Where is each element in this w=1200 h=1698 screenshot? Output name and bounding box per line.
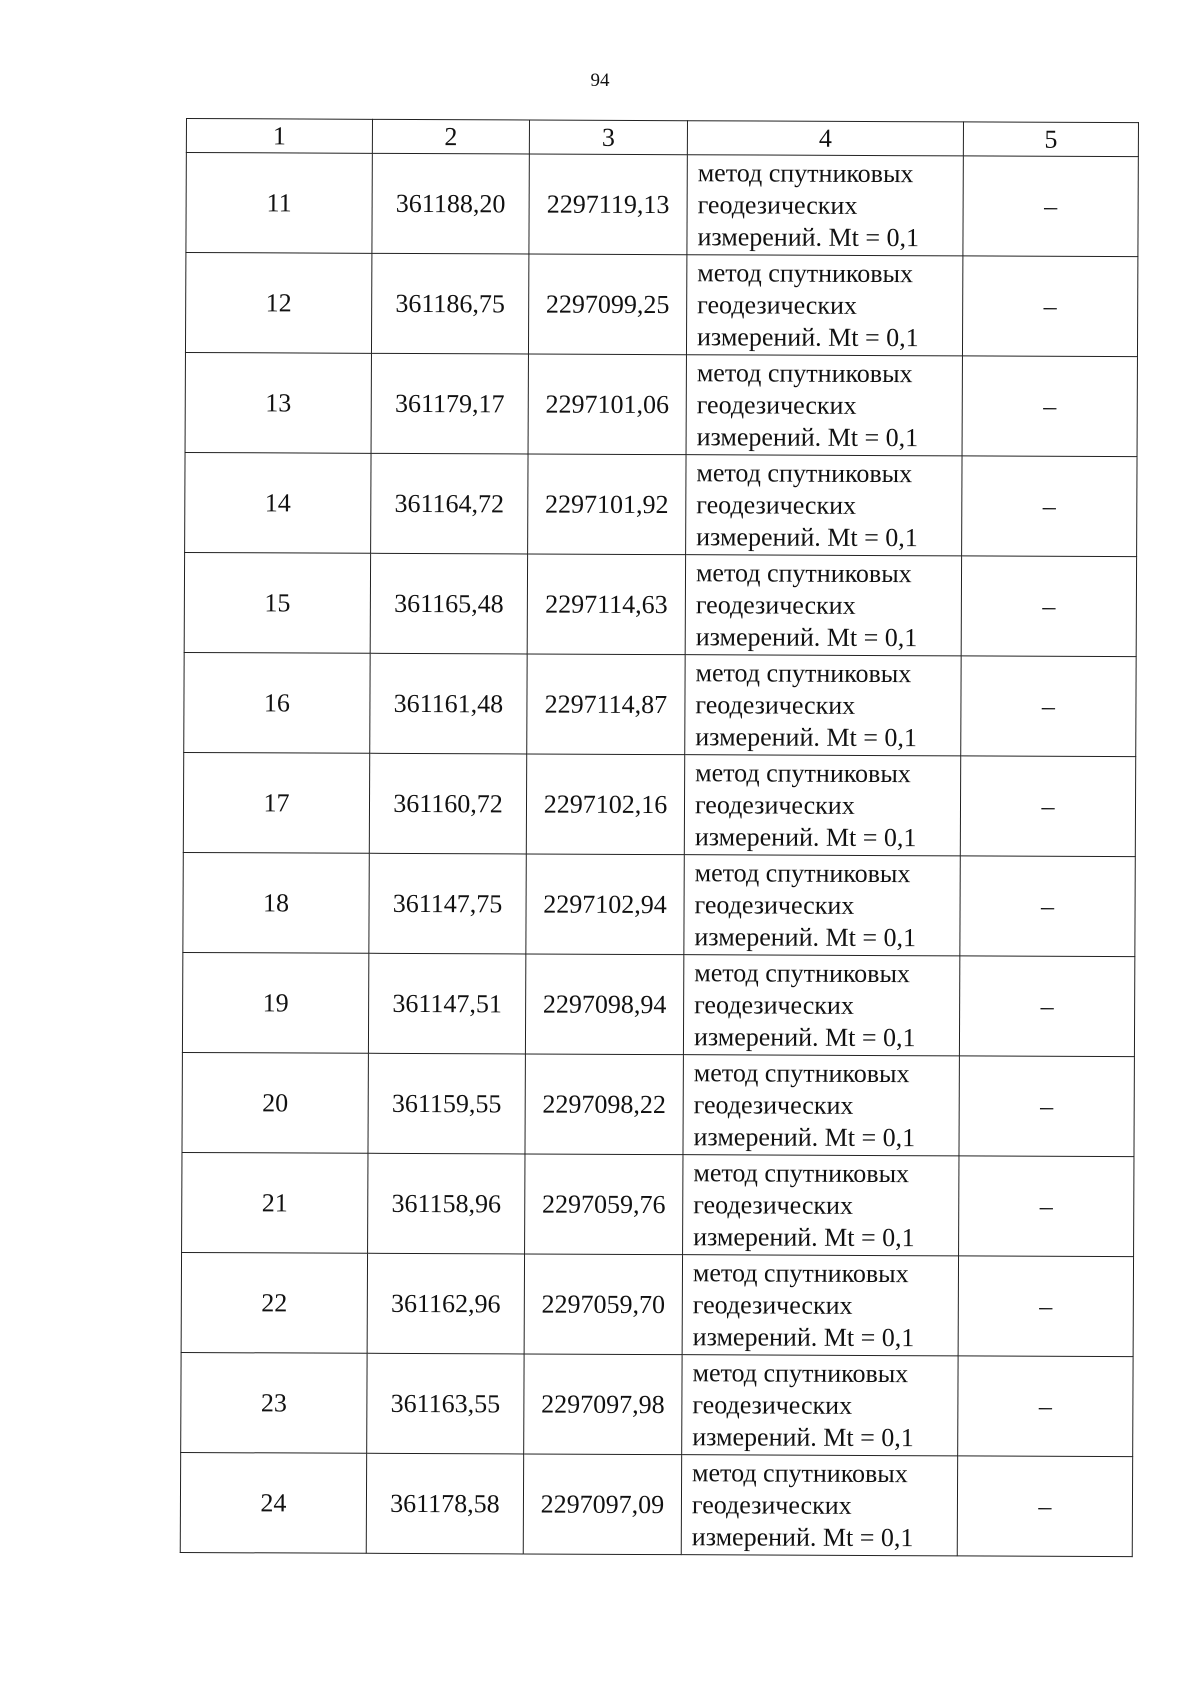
- method-line: измерений. Mt = 0,1: [692, 1321, 915, 1352]
- method-line: измерений. Mt = 0,1: [697, 221, 920, 252]
- table-row: [181, 1252, 1133, 1356]
- table-row: [180, 1452, 1132, 1556]
- point-number: 14: [185, 452, 371, 553]
- note-cell: –: [961, 556, 1136, 657]
- method-line: метод спутниковых: [695, 657, 912, 688]
- table-row: [182, 1152, 1134, 1256]
- coordinate-x: 361179,17: [371, 353, 528, 454]
- coordinate-x: 361164,72: [371, 453, 528, 554]
- method-line: геодезических: [697, 189, 858, 220]
- coordinate-x: 361161,48: [370, 653, 527, 754]
- method-description: [684, 755, 960, 856]
- method-line: метод спутниковых: [696, 357, 913, 388]
- table-row: [185, 452, 1137, 556]
- note-cell: –: [960, 756, 1135, 857]
- note-cell: –: [959, 956, 1134, 1057]
- method-description: [687, 155, 963, 256]
- method-description: [686, 255, 962, 356]
- method-line: метод спутниковых: [693, 1057, 910, 1088]
- point-number: 19: [182, 952, 368, 1053]
- coordinate-x: 361159,55: [368, 1053, 525, 1154]
- coordinate-y: 2297097,09: [523, 1454, 681, 1555]
- coordinate-x: 361186,75: [371, 253, 528, 354]
- method-line: измерений. Mt = 0,1: [695, 721, 917, 752]
- table-row: [182, 1052, 1134, 1156]
- coordinate-y: 2297059,70: [524, 1254, 682, 1355]
- method-line: измерений. Mt = 0,1: [691, 1521, 914, 1552]
- note-cell: –: [961, 656, 1136, 757]
- coordinate-x: 361162,96: [367, 1253, 524, 1354]
- method-line: измерений. Mt = 0,1: [693, 1221, 915, 1252]
- note-cell: –: [960, 856, 1135, 957]
- note-cell: –: [958, 1256, 1133, 1357]
- column-header: 2: [372, 119, 529, 154]
- table-row: [184, 652, 1136, 756]
- method-line: геодезических: [694, 789, 855, 820]
- method-line: геодезических: [693, 1089, 854, 1120]
- coordinate-y: 2297098,22: [525, 1054, 683, 1155]
- method-description: [683, 1055, 959, 1156]
- method-description: [685, 655, 961, 756]
- point-number: 24: [180, 1452, 366, 1553]
- method-description: [681, 1455, 957, 1556]
- note-cell: –: [963, 156, 1138, 257]
- method-line: геодезических: [694, 989, 854, 1020]
- method-line: метод спутниковых: [693, 1157, 910, 1188]
- page-number: 94: [590, 70, 610, 91]
- table-row: [182, 952, 1134, 1056]
- note-cell: –: [958, 1356, 1133, 1457]
- coordinate-y: 2297119,13: [529, 154, 687, 255]
- method-line: измерений. Mt = 0,1: [694, 821, 917, 852]
- method-line: геодезических: [692, 1289, 853, 1320]
- coordinate-y: 2297102,94: [526, 854, 684, 955]
- method-description: [682, 1255, 958, 1356]
- method-line: измерений. Mt = 0,1: [695, 621, 918, 652]
- method-line: метод спутниковых: [692, 1357, 909, 1388]
- coordinate-x: 361165,48: [370, 553, 527, 654]
- method-description: [682, 1355, 958, 1456]
- coordinate-y: 2297101,06: [528, 354, 686, 455]
- method-line: метод спутниковых: [695, 557, 912, 588]
- table-body: [180, 153, 1138, 1557]
- note-cell: –: [962, 256, 1137, 357]
- method-description: [686, 455, 962, 556]
- method-line: измерений. Mt = 0,1: [694, 921, 917, 952]
- column-header: 3: [529, 120, 687, 155]
- note-cell: –: [962, 456, 1137, 557]
- method-description: [683, 1155, 959, 1256]
- method-line: измерений. Mt = 0,1: [692, 1421, 914, 1452]
- note-cell: –: [959, 1156, 1134, 1257]
- table-header-row: [186, 119, 1138, 157]
- coordinate-x: 361147,51: [368, 953, 525, 1054]
- method-line: измерений. Mt = 0,1: [693, 1021, 916, 1052]
- method-line: метод спутниковых: [697, 157, 914, 188]
- coordinate-y: 2297102,16: [526, 754, 684, 855]
- column-header: 5: [963, 122, 1138, 157]
- method-description: [683, 955, 959, 1056]
- note-cell: –: [957, 1456, 1132, 1557]
- coordinate-y: 2297097,98: [524, 1354, 682, 1455]
- method-line: геодезических: [692, 1389, 853, 1420]
- table-row: [186, 153, 1138, 257]
- coordinate-y: 2297099,25: [528, 254, 686, 355]
- method-line: геодезических: [693, 1189, 854, 1220]
- point-number: 16: [184, 652, 370, 753]
- table-row: [185, 253, 1137, 357]
- column-header: 4: [687, 121, 963, 156]
- coordinate-y: 2297059,76: [525, 1154, 683, 1255]
- note-cell: –: [959, 1056, 1134, 1157]
- point-number: 23: [181, 1352, 367, 1453]
- method-line: измерений. Mt = 0,1: [693, 1121, 916, 1152]
- table-row: [183, 752, 1135, 856]
- coordinate-x: 361163,55: [367, 1353, 524, 1454]
- method-line: геодезических: [691, 1489, 852, 1520]
- point-number: 18: [183, 852, 369, 953]
- method-description: [686, 355, 962, 456]
- coordinate-x: 361158,96: [368, 1153, 525, 1254]
- coordinate-y: 2297101,92: [528, 454, 686, 555]
- method-line: геодезических: [695, 689, 856, 720]
- method-line: геодезических: [696, 389, 857, 420]
- point-number: 12: [185, 253, 371, 354]
- coordinate-x: 361160,72: [369, 753, 526, 854]
- note-cell: –: [962, 356, 1137, 457]
- coordinate-y: 2297114,63: [527, 554, 685, 655]
- method-line: геодезических: [694, 889, 855, 920]
- method-line: метод спутниковых: [695, 757, 911, 788]
- method-line: метод спутниковых: [696, 457, 913, 488]
- point-number: 20: [182, 1052, 368, 1153]
- point-number: 17: [183, 752, 369, 853]
- method-line: геодезических: [696, 489, 857, 520]
- table-row: [185, 352, 1137, 456]
- method-line: измерений. Mt = 0,1: [696, 421, 919, 452]
- table-row: [184, 552, 1136, 656]
- method-line: измерений. Mt = 0,1: [696, 321, 919, 352]
- column-header: 1: [186, 119, 372, 154]
- method-description: [685, 555, 961, 656]
- method-line: метод спутниковых: [694, 957, 911, 988]
- coordinates-table: [180, 118, 1139, 1557]
- method-line: метод спутниковых: [692, 1457, 908, 1488]
- coordinate-x: 361188,20: [372, 153, 529, 254]
- method-line: метод спутниковых: [692, 1257, 909, 1288]
- method-line: геодезических: [697, 289, 857, 320]
- method-line: измерений. Mt = 0,1: [696, 521, 918, 552]
- point-number: 15: [184, 552, 370, 653]
- method-line: метод спутниковых: [697, 257, 914, 288]
- coordinate-y: 2297098,94: [525, 954, 683, 1055]
- table-row: [183, 852, 1135, 956]
- method-line: геодезических: [695, 589, 856, 620]
- coordinate-x: 361147,75: [369, 853, 526, 954]
- point-number: 21: [182, 1152, 368, 1253]
- coordinate-x: 361178,58: [366, 1453, 523, 1554]
- table-row: [181, 1352, 1133, 1456]
- method-line: метод спутниковых: [694, 857, 911, 888]
- point-number: 13: [185, 352, 371, 453]
- coordinate-y: 2297114,87: [527, 654, 685, 755]
- point-number: 11: [186, 153, 372, 254]
- point-number: 22: [181, 1252, 367, 1353]
- method-description: [684, 855, 960, 956]
